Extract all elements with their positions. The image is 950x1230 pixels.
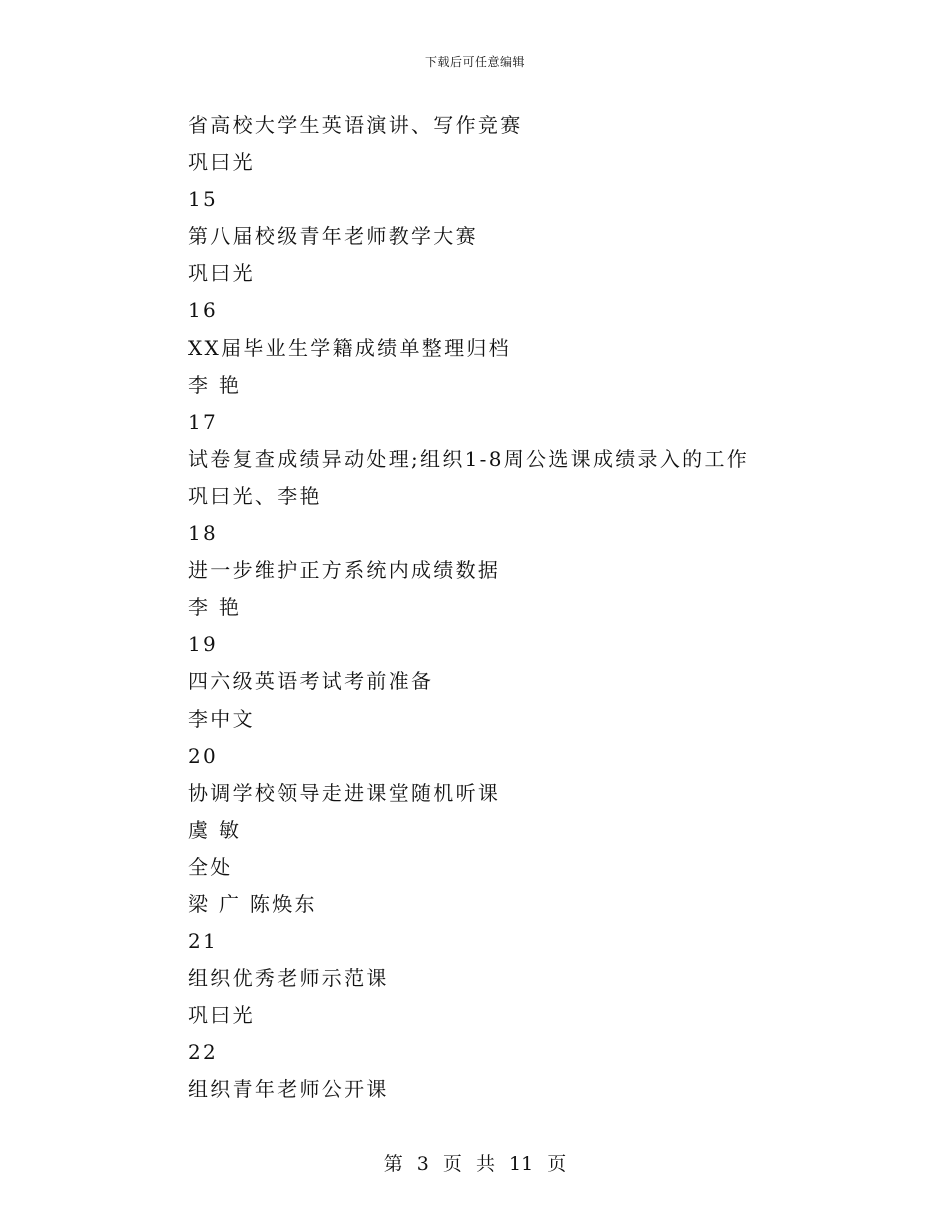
text-line: 虞 敏 [188, 817, 242, 842]
text-line: 巩曰光 [188, 150, 255, 175]
total-page-count: 11 [509, 1153, 534, 1175]
text-line: 巩曰光 [188, 261, 255, 286]
text-line: 19 [188, 632, 219, 657]
text-line: 省高校大学生英语演讲、写作竞赛 [188, 113, 523, 137]
text-line: 试卷复查成绩异动处理;组织1-8周公选课成绩录入的工作 [188, 446, 750, 471]
footer-total-word: 共 [475, 1153, 495, 1175]
text-line: XX届毕业生学籍成绩单整理归档 [188, 335, 511, 360]
text-line: 全处 [188, 854, 233, 879]
text-line: 巩曰光 [188, 1003, 255, 1028]
text-line: 李 艳 [188, 372, 242, 397]
text-line: 巩曰光、李艳 [188, 483, 322, 508]
text-line: 18 [188, 521, 219, 546]
text-line: 进一步维护正方系统内成绩数据 [188, 558, 501, 583]
text-line: 15 [188, 187, 219, 212]
text-line: 21 [188, 929, 219, 954]
page-header: 下载后可任意编辑 [424, 55, 525, 69]
footer-suffix: 页 [547, 1153, 567, 1175]
text-line: 22 [188, 1040, 219, 1065]
text-line: 梁 广 陈焕东 [188, 891, 317, 916]
text-line: 17 [188, 409, 219, 434]
footer-prefix: 第 [383, 1153, 403, 1175]
text-line: 李中文 [188, 706, 255, 731]
text-line: 协调学校领导走进课堂随机听课 [188, 780, 501, 805]
text-line: 组织青年老师公开课 [188, 1077, 389, 1102]
text-line: 李 艳 [188, 595, 242, 620]
text-line: 第八届校级青年老师教学大赛 [188, 224, 478, 249]
page-footer [0, 1152, 950, 1176]
text-line: 四六级英语考试考前准备 [188, 669, 434, 694]
text-line: 16 [188, 298, 219, 323]
text-line: 20 [188, 743, 219, 768]
text-line: 组织优秀老师示范课 [188, 966, 389, 991]
document-body [188, 107, 828, 1109]
footer-page-word: 页 [442, 1153, 462, 1175]
current-page-number: 3 [416, 1153, 429, 1175]
